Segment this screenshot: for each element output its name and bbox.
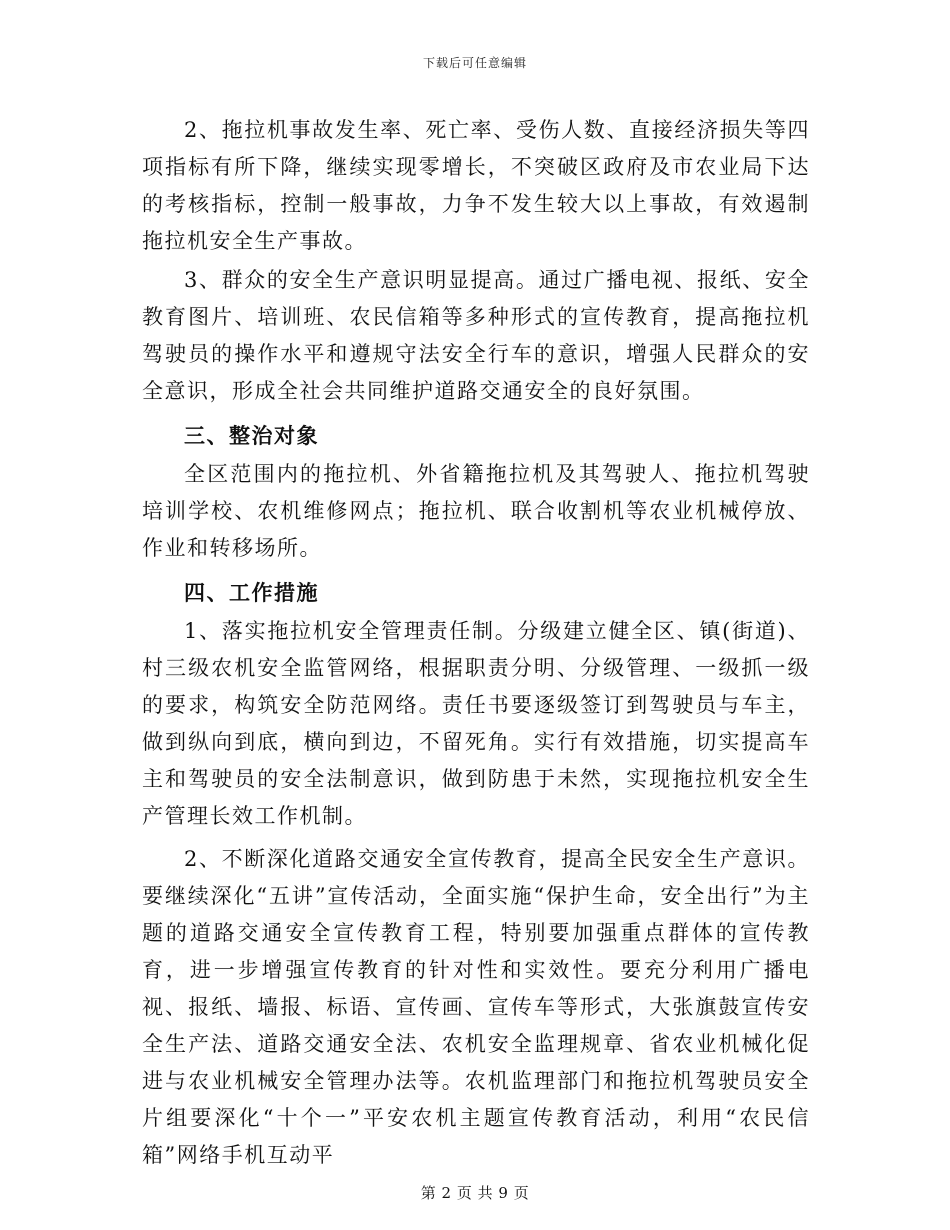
paragraph-goal-3: 3、群众的安全生产意识明显提高。通过广播电视、报纸、安全教育图片、培训班、农民信箱等多种形式的宣传教育，提高拖拉机驾驶员的操作水平和遵规守法安全行车的意识，增强人民群众的安全意识，形成全社会共同维护道路交通安全的良好氛围。 <box>142 268 810 403</box>
paragraph-measure-2: 2、不断深化道路交通安全宣传教育，提高全民安全生产意识。要继续深化“五讲”宣传活动，全面实施“保护生命，安全出行”为主题的道路交通安全宣传教育工程，特别要加强重点群体的宣传教育，进一步增强宣传教育的针对性和实效性。要充分利用广播电视、报纸、墙报、标语、宣传画、宣传车等形式，大张旗鼓宣传安全生产法、道路交通安全法、农机安全监理规章、省农业机械化促进与农业机械安全管理办法等。农机监理部门和拖拉机驾驶员安全片组要深化“十个一”平安农机主题宣传教育活动，利用“农民信箱”网络手机互动平 <box>142 847 810 1167</box>
section-heading-targets: 三、整治对象 <box>184 424 319 448</box>
document-body <box>142 112 810 1174</box>
paragraph-targets: 全区范围内的拖拉机、外省籍拖拉机及其驾驶人、拖拉机驾驶培训学校、农机维修网点；拖拉机、联合收割机等农业机械停放、作业和转移场所。 <box>142 462 810 560</box>
page-number: 第 2 页 共 9 页 <box>420 1184 530 1202</box>
paragraph-measure-1: 1、落实拖拉机安全管理责任制。分级建立健全区、镇(街道)、村三级农机安全监管网络，根据职责分明、分级管理、一级抓一级的要求，构筑安全防范网络。责任书要逐级签订到驾驶员与车主，做到纵向到底，横向到边，不留死角。实行有效措施，切实提高车主和驾驶员的安全法制意识，做到防患于未然，实现拖拉机安全生产管理长效工作机制。 <box>142 619 810 828</box>
paragraph-goal-2: 2、拖拉机事故发生率、死亡率、受伤人数、直接经济损失等四项指标有所下降，继续实现零增长，不突破区政府及市农业局下达的考核指标，控制一般事故，力争不发生较大以上事故，有效遏制拖拉机安全生产事故。 <box>142 118 810 253</box>
page-header: 下载后可任意编辑 <box>422 56 527 70</box>
section-heading-measures: 四、工作措施 <box>184 581 319 605</box>
